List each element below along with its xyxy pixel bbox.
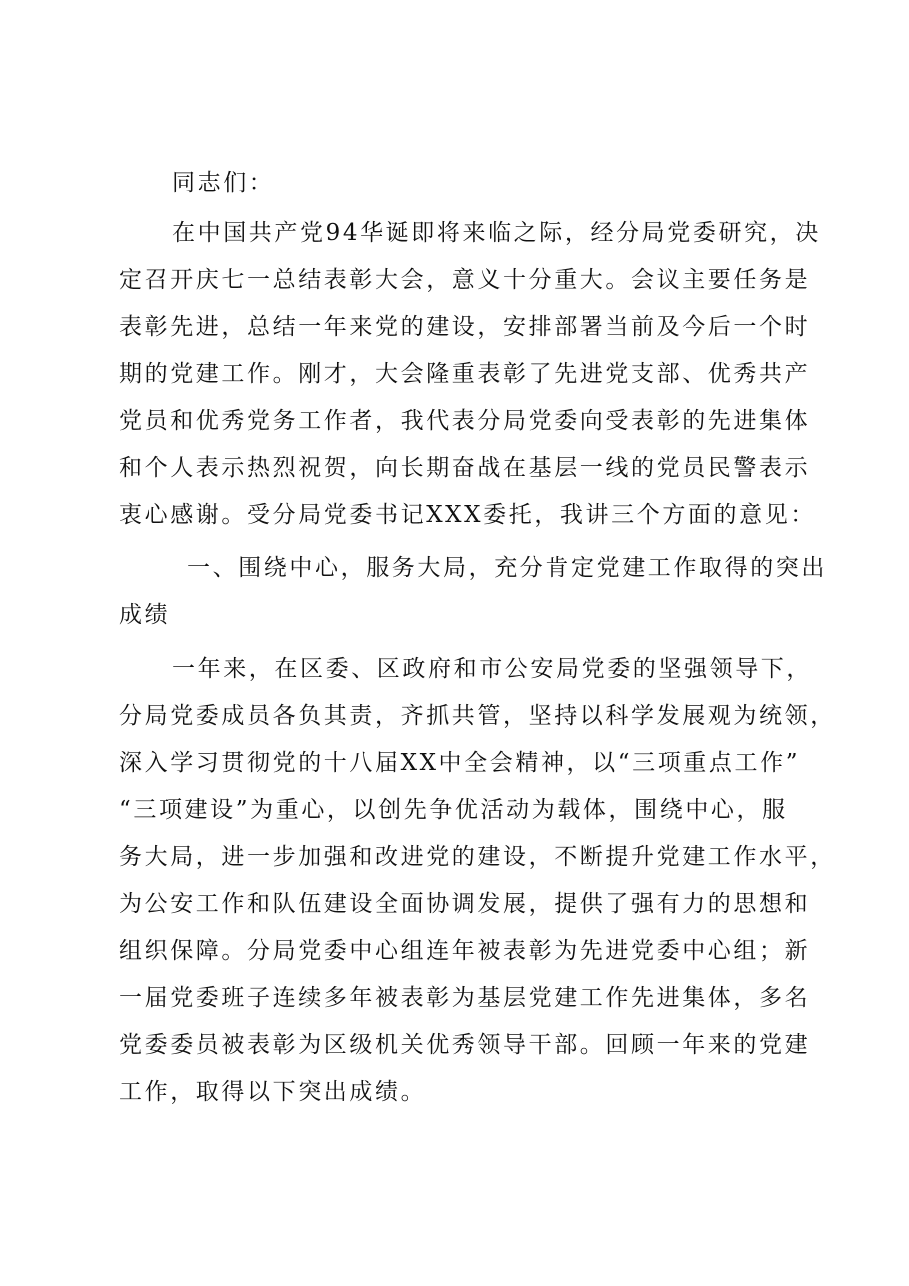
paragraph-1-line: 定召开庆七一总结表彰大会，意义十分重大。会议主要任务是 <box>119 267 811 293</box>
paragraph-1-line: 在中国共产党94华诞即将来临之际，经分局党委研究，决 <box>172 220 821 246</box>
paragraph-2-line: 一年来，在区委、区政府和市公安局党委的坚强领导下， <box>172 656 812 682</box>
paragraph-2-line: 一届党委班子连续多年被表彰为基层党建工作先进集体，多名 <box>119 985 811 1011</box>
paragraph-2-line: 组织保障。分局党委中心组连年被表彰为先进党委中心组；新 <box>119 938 811 964</box>
paragraph-2-line: 分局党委成员各负其责，齐抓共管，坚持以科学发展观为统领， <box>119 703 836 729</box>
paragraph-1-line: 和个人表示热烈祝贺，向长期奋战在基层一线的党员民警表示 <box>119 455 811 481</box>
paragraph-2-line: 务大局，进一步加强和改进党的建设，不断提升党建工作水平， <box>119 844 836 870</box>
paragraph-1-line: 期的党建工作。刚才，大会隆重表彰了先进党支部、优秀共产 <box>119 361 811 387</box>
paragraph-2-line: 工作，取得以下突出成绩。 <box>119 1079 427 1105</box>
paragraph-1-line: 党员和优秀党务工作者，我代表分局党委向受表彰的先进集体 <box>119 408 811 434</box>
paragraph-1-line: 表彰先进，总结一年来党的建设，安排部署当前及今后一个时 <box>119 314 811 340</box>
paragraph-1-line: 衷心感谢。受分局党委书记XXX委托，我讲三个方面的意见： <box>119 502 816 528</box>
paragraph-2-line: 为公安工作和队伍建设全面协调发展，提供了强有力的思想和 <box>119 891 811 917</box>
paragraph-2-line: 党委委员被表彰为区级机关优秀领导干部。回顾一年来的党建 <box>119 1032 811 1058</box>
paragraph-2-line: “三项建设”为重心，以创先争优活动为载体，围绕中心，服 <box>119 797 788 823</box>
section-heading-line: 一、围绕中心，服务大局，充分肯定党建工作取得的突出 <box>187 555 827 581</box>
salutation: 同志们： <box>172 170 275 196</box>
section-heading-line: 成绩 <box>119 602 171 628</box>
paragraph-2-line: 深入学习贯彻党的十八届XX中全会精神，以“三项重点工作” <box>119 750 801 776</box>
